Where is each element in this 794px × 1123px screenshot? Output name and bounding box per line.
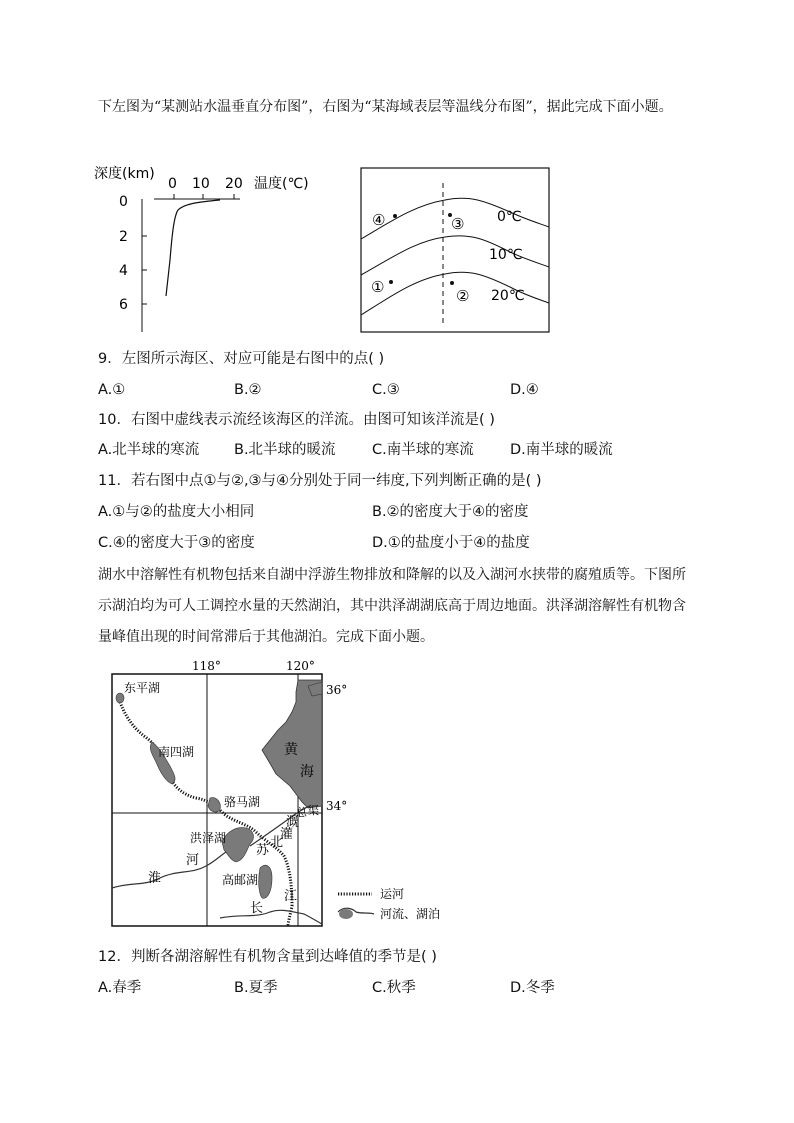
intro-paragraph-1: 下左图为“某测站水温垂直分布图”，右图为“某海域表层等温线分布图”，据此完成下面小题。 (98, 99, 673, 115)
place-label-su: 苏 (256, 843, 270, 858)
point-1-label: ① (371, 278, 385, 296)
q12-option-c[interactable]: C.秋季 (372, 980, 416, 996)
legend-lake-blob (339, 909, 353, 919)
lake-label-luoma: 骆马湖 (224, 795, 261, 809)
question-11-stem: 11．若右图中点①与②,③与④分别处于同一纬度,下列判断正确的是( ) (98, 473, 542, 489)
q11-option-c[interactable]: C.④的密度大于③的密度 (98, 535, 255, 551)
legend-river-lake-label: 河流、湖泊 (380, 907, 441, 921)
q11-option-b[interactable]: B.②的密度大于④的密度 (372, 504, 529, 520)
lon-120-label: 120° (286, 659, 315, 673)
lake-label-dongping: 东平湖 (124, 681, 161, 695)
point-1-dot (389, 280, 393, 284)
river-label-he: 河 (186, 853, 200, 868)
question-9-stem: 9．左图所示海区、对应可能是右图中的点( ) (98, 351, 385, 367)
y-axis-title: 深度(km) (94, 166, 155, 182)
question-10-stem: 10．右图中虚线表示流经该海区的洋流。由图可知该洋流是( ) (98, 412, 495, 428)
temperature-curve (166, 200, 220, 296)
q10-option-d[interactable]: D.南半球的暖流 (510, 442, 613, 458)
isotherm-label-0: 0℃ (497, 209, 522, 225)
y-tick-2: 2 (119, 229, 128, 245)
point-3-label: ③ (451, 215, 465, 233)
point-4-label: ④ (372, 211, 386, 229)
x-tick-20: 20 (225, 176, 243, 192)
place-label-qu: 渠 (308, 804, 319, 817)
place-label-guan: 灌 (280, 827, 294, 842)
q12-option-d[interactable]: D.冬季 (510, 980, 555, 996)
legend-canal-label: 运河 (380, 887, 405, 901)
point-2-dot (450, 281, 454, 285)
place-label-zong: 总 (296, 806, 307, 819)
sea-label-huang: 黄 (284, 742, 298, 758)
x-tick-10: 10 (192, 176, 210, 192)
q9-option-b[interactable]: B.② (234, 382, 262, 398)
y-tick-4: 4 (119, 263, 128, 279)
lon-118-label: 118° (192, 659, 221, 673)
isotherm-map (360, 167, 552, 335)
q9-option-a[interactable]: A.① (98, 382, 126, 398)
q12-option-a[interactable]: A.春季 (98, 980, 142, 996)
lake-label-nansi: 南四湖 (158, 745, 195, 759)
lake-dongping (116, 693, 124, 703)
lake-label-gaoyou: 高邮湖 (222, 873, 259, 887)
q10-option-a[interactable]: A.北半球的寒流 (98, 442, 200, 458)
q11-option-d[interactable]: D.①的盐度小于④的盐度 (372, 535, 530, 551)
x-tick-0: 0 (168, 176, 177, 192)
place-label-bei: 北 (270, 835, 284, 850)
y-tick-6: 6 (119, 297, 128, 313)
q10-option-c[interactable]: C.南半球的寒流 (372, 442, 474, 458)
temperature-depth-chart (92, 160, 332, 340)
q11-option-a[interactable]: A.①与②的盐度大小相同 (98, 504, 255, 520)
sea-label-hai: 海 (300, 764, 314, 780)
isotherm-label-10: 10℃ (489, 247, 523, 263)
point-4-dot (393, 214, 397, 218)
lat-36-label: 36° (326, 683, 348, 697)
q12-option-b[interactable]: B.夏季 (234, 980, 278, 996)
place-label-gai: 溉 (286, 815, 300, 830)
x-axis-title: 温度(℃) (254, 176, 309, 192)
q9-option-c[interactable]: C.③ (372, 382, 400, 398)
intro-paragraph-2: 湖水中溶解性有机物包括来自湖中浮游生物排放和降解的以及入湖河水挟带的腐殖质等。下图所示湖泊均为可人工调控水量的天然湖泊，其中洪泽湖湖底高于周边地面。洪泽湖溶解性有机物含量峰值出现的时间常滞后于其他湖泊。完成下面小题。 (98, 567, 686, 645)
lat-34-label: 34° (326, 799, 348, 813)
river-label-chang: 长 (250, 901, 264, 916)
q9-option-d[interactable]: D.④ (510, 382, 539, 398)
river-label-huai: 淮 (148, 871, 162, 886)
point-2-label: ② (456, 287, 470, 305)
lakes-map (100, 656, 460, 930)
q10-option-b[interactable]: B.北半球的暖流 (234, 442, 336, 458)
question-12-stem: 12．判断各湖溶解性有机物含量到达峰值的季节是( ) (98, 949, 437, 965)
y-tick-0: 0 (119, 194, 128, 210)
lake-label-hongze: 洪泽湖 (190, 831, 227, 845)
isotherm-label-20: 20℃ (491, 288, 525, 304)
river-label-jiang: 江 (284, 889, 298, 904)
